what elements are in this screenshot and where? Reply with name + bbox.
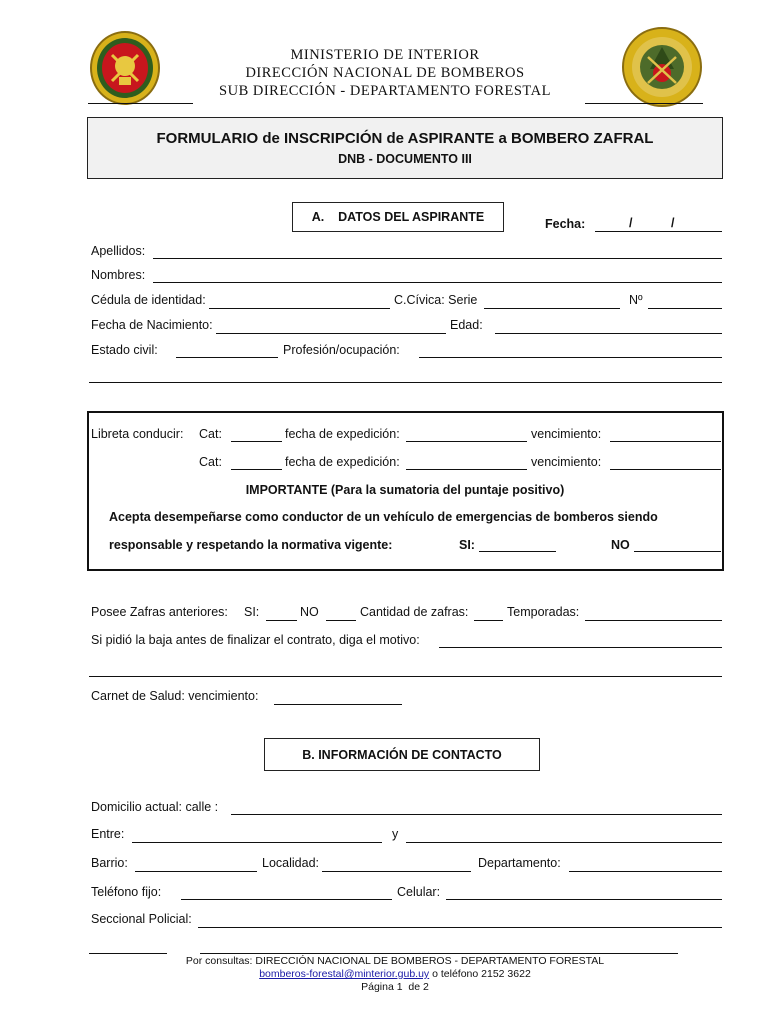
y-label: y (392, 827, 399, 841)
expedicion-field-2[interactable] (406, 469, 527, 470)
acepta-no-label: NO (611, 538, 630, 552)
fecha-label: Fecha: (545, 217, 586, 231)
expedicion-label: fecha de expedición: (285, 427, 400, 441)
fecha-separator: / (629, 216, 633, 230)
section-b-heading-box (264, 738, 540, 771)
numero-label: Nº (629, 293, 643, 307)
header-rule (585, 103, 703, 104)
entre-label: Entre: (91, 827, 125, 841)
acepta-text: Acepta desempeñarse como conductor de un vehículo de emergencias de bomberos siendo (109, 510, 658, 524)
seccional-label: Seccional Policial: (91, 912, 192, 926)
nombres-label: Nombres: (91, 268, 146, 282)
header-rule (88, 103, 193, 104)
forestal-emblem-icon (624, 29, 700, 105)
carnet-label: Carnet de Salud: vencimiento: (91, 689, 259, 703)
localidad-field[interactable] (322, 871, 471, 872)
celular-label: Celular: (397, 885, 441, 899)
expedicion-label: fecha de expedición: (285, 455, 400, 469)
title-box (87, 117, 723, 179)
civica-serie-field[interactable] (484, 308, 620, 309)
footer-contact (110, 968, 680, 980)
vencimiento-field[interactable] (610, 441, 721, 442)
acepta-text-2: responsable y respetando la normativa vigente: (109, 538, 393, 552)
footer-rule (89, 953, 167, 954)
edad-label: Edad: (450, 318, 483, 332)
extra-field[interactable] (89, 382, 722, 383)
edad-field[interactable] (495, 333, 722, 334)
cat-label: Cat: (199, 455, 222, 469)
cat-field[interactable] (231, 441, 282, 442)
civica-numero-field[interactable] (648, 308, 722, 309)
telefono-field[interactable] (181, 899, 392, 900)
page-number: Página 1 de 2 (361, 981, 429, 993)
vencimiento-label: vencimiento: (531, 427, 602, 441)
importante-note: IMPORTANTE (Para la sumatoria del puntaje positivo) (245, 483, 565, 497)
carnet-field[interactable] (274, 704, 402, 705)
section-b-heading: B. INFORMACIÓN DE CONTACTO (302, 748, 502, 762)
baja-label: Si pidió la baja antes de finalizar el contrato, diga el motivo: (91, 633, 420, 647)
bomberos-emblem-icon (92, 33, 158, 103)
header-ministerio: MINISTERIO DE INTERIOR (290, 47, 480, 63)
zafras-si-label: SI: (244, 605, 260, 619)
temporadas-field[interactable] (585, 620, 722, 621)
civica-label: C.Cívica: Serie (394, 293, 478, 307)
departamento-field[interactable] (569, 871, 722, 872)
acepta-no-field[interactable] (634, 551, 721, 552)
posee-zafras-label: Posee Zafras anteriores: (91, 605, 228, 619)
bomberos-seal (90, 31, 160, 105)
footer-telefono: o teléfono 2152 3622 (429, 968, 531, 980)
section-a-heading: A. DATOS DEL ASPIRANTE (311, 210, 485, 224)
vencimiento-field-2[interactable] (610, 469, 721, 470)
zafras-si-field[interactable] (266, 620, 297, 621)
libreta-label: Libreta conducir: (91, 427, 184, 441)
fecha-separator: / (671, 216, 675, 230)
temporadas-label: Temporadas: (507, 605, 580, 619)
cantidad-zafras-field[interactable] (474, 620, 503, 621)
footer-rule (200, 953, 678, 954)
barrio-field[interactable] (135, 871, 257, 872)
estado-civil-label: Estado civil: (91, 343, 158, 357)
zafras-no-field[interactable] (326, 620, 356, 621)
celular-field[interactable] (446, 899, 722, 900)
estado-civil-field[interactable] (176, 357, 278, 358)
header-direccion: DIRECCIÓN NACIONAL DE BOMBEROS (245, 65, 525, 81)
apellidos-label: Apellidos: (91, 244, 146, 258)
domicilio-label: Domicilio actual: calle : (91, 800, 219, 814)
acepta-si-label: SI: (459, 538, 475, 552)
telefono-label: Teléfono fijo: (91, 885, 162, 899)
form-title: FORMULARIO de INSCRIPCIÓN de ASPIRANTE a BOMBERO ZAFRAL (156, 130, 654, 147)
profesion-field[interactable] (419, 357, 722, 358)
cedula-field[interactable] (209, 308, 390, 309)
cantidad-zafras-label: Cantidad de zafras: (360, 605, 469, 619)
entre-field-1[interactable] (132, 842, 382, 843)
nacimiento-label: Fecha de Nacimiento: (91, 318, 213, 332)
expedicion-field[interactable] (406, 441, 527, 442)
vencimiento-label: vencimiento: (531, 455, 602, 469)
seccional-field[interactable] (198, 927, 722, 928)
cedula-label: Cédula de identidad: (91, 293, 206, 307)
apellidos-field[interactable] (153, 258, 722, 259)
profesion-label: Profesión/ocupación: (283, 343, 400, 357)
nacimiento-field[interactable] (216, 333, 446, 334)
localidad-label: Localidad: (262, 856, 319, 870)
baja-field-2[interactable] (89, 676, 722, 677)
cat-label: Cat: (199, 427, 222, 441)
zafras-no-label: NO (300, 605, 319, 619)
fecha-field[interactable] (595, 231, 722, 232)
section-a-heading-box (292, 202, 504, 232)
nombres-field[interactable] (153, 282, 722, 283)
cat-field-2[interactable] (231, 469, 282, 470)
baja-field[interactable] (439, 647, 722, 648)
footer-email-link[interactable]: bomberos-forestal@minterior.gub.uy (259, 968, 430, 980)
header-subdireccion: SUB DIRECCIÓN - DEPARTAMENTO FORESTAL (219, 83, 551, 99)
forestal-seal (622, 27, 702, 107)
domicilio-field[interactable] (231, 814, 722, 815)
departamento-label: Departamento: (478, 856, 561, 870)
acepta-si-field[interactable] (479, 551, 556, 552)
footer-consultas: Por consultas: DIRECCIÓN NACIONAL DE BOMBEROS - DEPARTAMENTO FORESTAL (185, 955, 605, 967)
entre-field-2[interactable] (406, 842, 722, 843)
form-subtitle: DNB - DOCUMENTO III (338, 152, 472, 166)
barrio-label: Barrio: (91, 856, 128, 870)
